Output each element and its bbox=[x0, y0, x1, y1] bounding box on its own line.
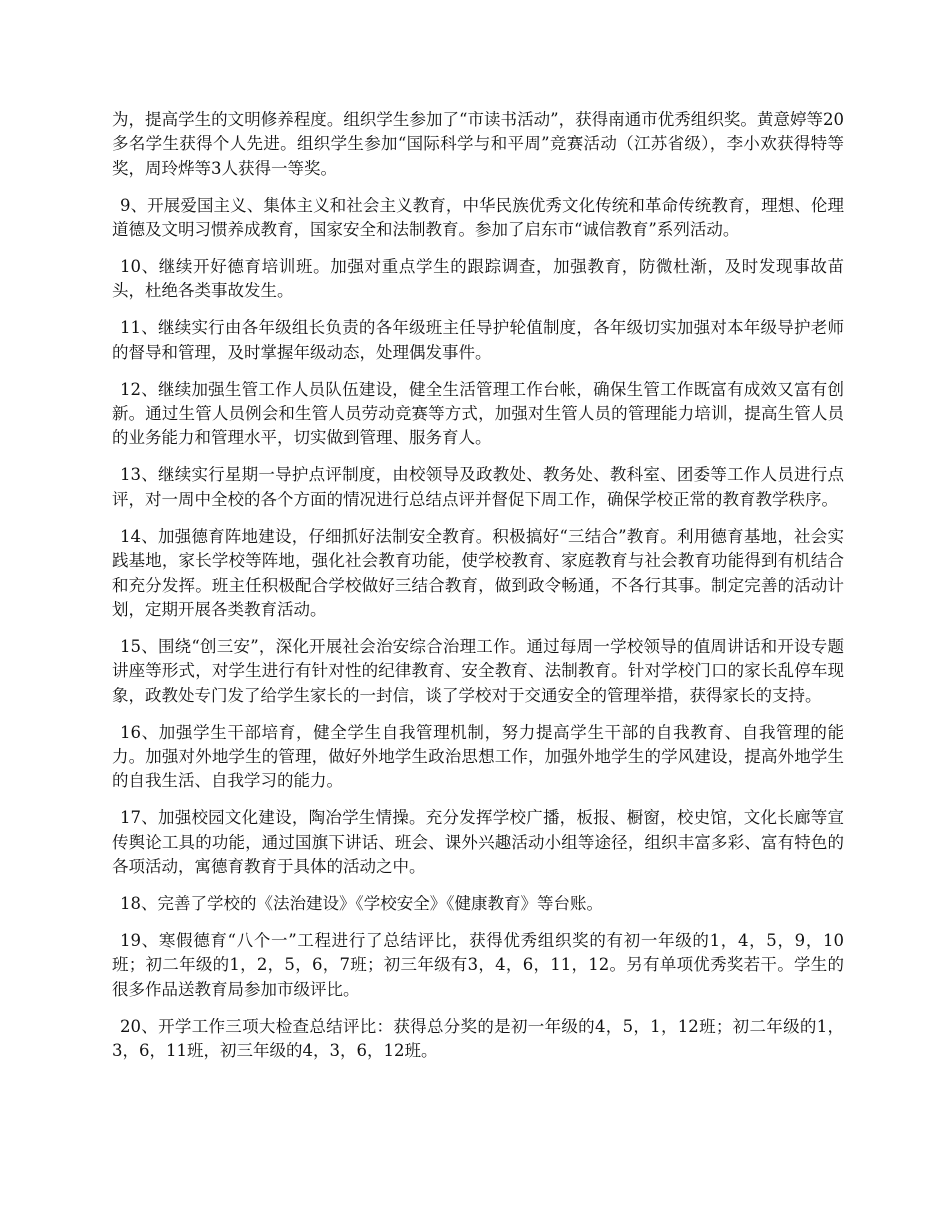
paragraph-item-20: 20、开学工作三项大检查总结评比：获得总分奖的是初一年级的4，5，1，12班；初二年级的1，3，6，11班，初三年级的4，3，6，12班。 bbox=[112, 1016, 844, 1060]
paragraph-item-10: 10、继续开好德育培训班。加强对重点学生的跟踪调查，加强教育，防微杜渐，及时发现事故苗头，杜绝各类事故发生。 bbox=[112, 257, 844, 301]
paragraph-item-14: 14、加强德育阵地建设，仔细抓好法制安全教育。积极搞好“三结合”教育。利用德育基地，社会实践基地，家长学校等阵地，强化社会教育功能，使学校教育、家庭教育与社会教育功能得到有机结合和充分发挥。班主任积极配合学校做好三结合教育，做到政令畅通，不各行其事。制定完善的活动计划，定期开展各类教育活动。 bbox=[112, 526, 844, 619]
paragraph-item-18: 18、完善了学校的《法治建设》《学校安全》《健康教育》等台账。 bbox=[120, 893, 603, 913]
paragraph-item-12: 12、继续加强生管工作人员队伍建设，健全生活管理工作台帐，确保生管工作既富有成效又富有创新。通过生管人员例会和生管人员劳动竞赛等方式，加强对生管人员的管理能力培训，提高生管人员的业务能力和管理水平，切实做到管理、服务育人。 bbox=[112, 379, 844, 448]
paragraph-item-17: 17、加强校园文化建设，陶冶学生情操。充分发挥学校广播，板报、橱窗，校史馆，文化长廊等宣传舆论工具的功能，通过国旗下讲话、班会、课外兴趣活动小组等途径，组织丰富多彩、富有特色的各项活动，寓德育教育于具体的活动之中。 bbox=[112, 808, 844, 877]
document-body bbox=[112, 108, 844, 1076]
paragraph-item-9: 9、开展爱国主义、集体主义和社会主义教育，中华民族优秀文化传统和革命传统教育，理想、伦理道德及文明习惯养成教育，国家安全和法制教育。参加了启东市“诚信教育”系列活动。 bbox=[112, 195, 844, 240]
paragraph-continued: 为，提高学生的文明修养程度。组织学生参加了“市读书活动”，获得南通市优秀组织奖。黄意婷等20多名学生获得个人先进。组织学生参加“国际科学与和平周”竞赛活动（江苏省级），李小欢获得特等奖，周玲烨等3人获得一等奖。 bbox=[112, 110, 844, 178]
paragraph-item-15: 15、围绕“创三安”，深化开展社会治安综合治理工作。通过每周一学校领导的值周讲话和开设专题讲座等形式，对学生进行有针对性的纪律教育、安全教育、法制教育。针对学校门口的家长乱停车现象，政教处专门发了给学生家长的一封信，谈了学校对于交通安全的管理举措，获得家长的支持。 bbox=[112, 636, 844, 705]
paragraph-item-11: 11、继续实行由各年级组长负责的各年级班主任导护轮值制度，各年级切实加强对本年级导护老师的督导和管理，及时掌握年级动态，处理偶发事件。 bbox=[112, 318, 844, 362]
paragraph-item-16: 16、加强学生干部培育，健全学生自我管理机制，努力提高学生干部的自我教育、自我管理的能力。加强对外地学生的管理，做好外地学生政治思想工作，加强外地学生的学风建设，提高外地学生的自我生活、自我学习的能力。 bbox=[112, 722, 844, 791]
paragraph-item-13: 13、继续实行星期一导护点评制度，由校领导及政教处、教务处、教科室、团委等工作人员进行点评，对一周中全校的各个方面的情况进行总结点评并督促下周工作，确保学校正常的教育教学秩序。 bbox=[112, 465, 844, 509]
paragraph-item-19: 19、寒假德育“八个一”工程进行了总结评比，获得优秀组织奖的有初一年级的1，4，5，9，10班；初二年级的1，2，5，6，7班；初三年级有3，4，6，11，12。另有单项优秀奖若干。学生的很多作品送教育局参加市级评比。 bbox=[112, 930, 844, 999]
